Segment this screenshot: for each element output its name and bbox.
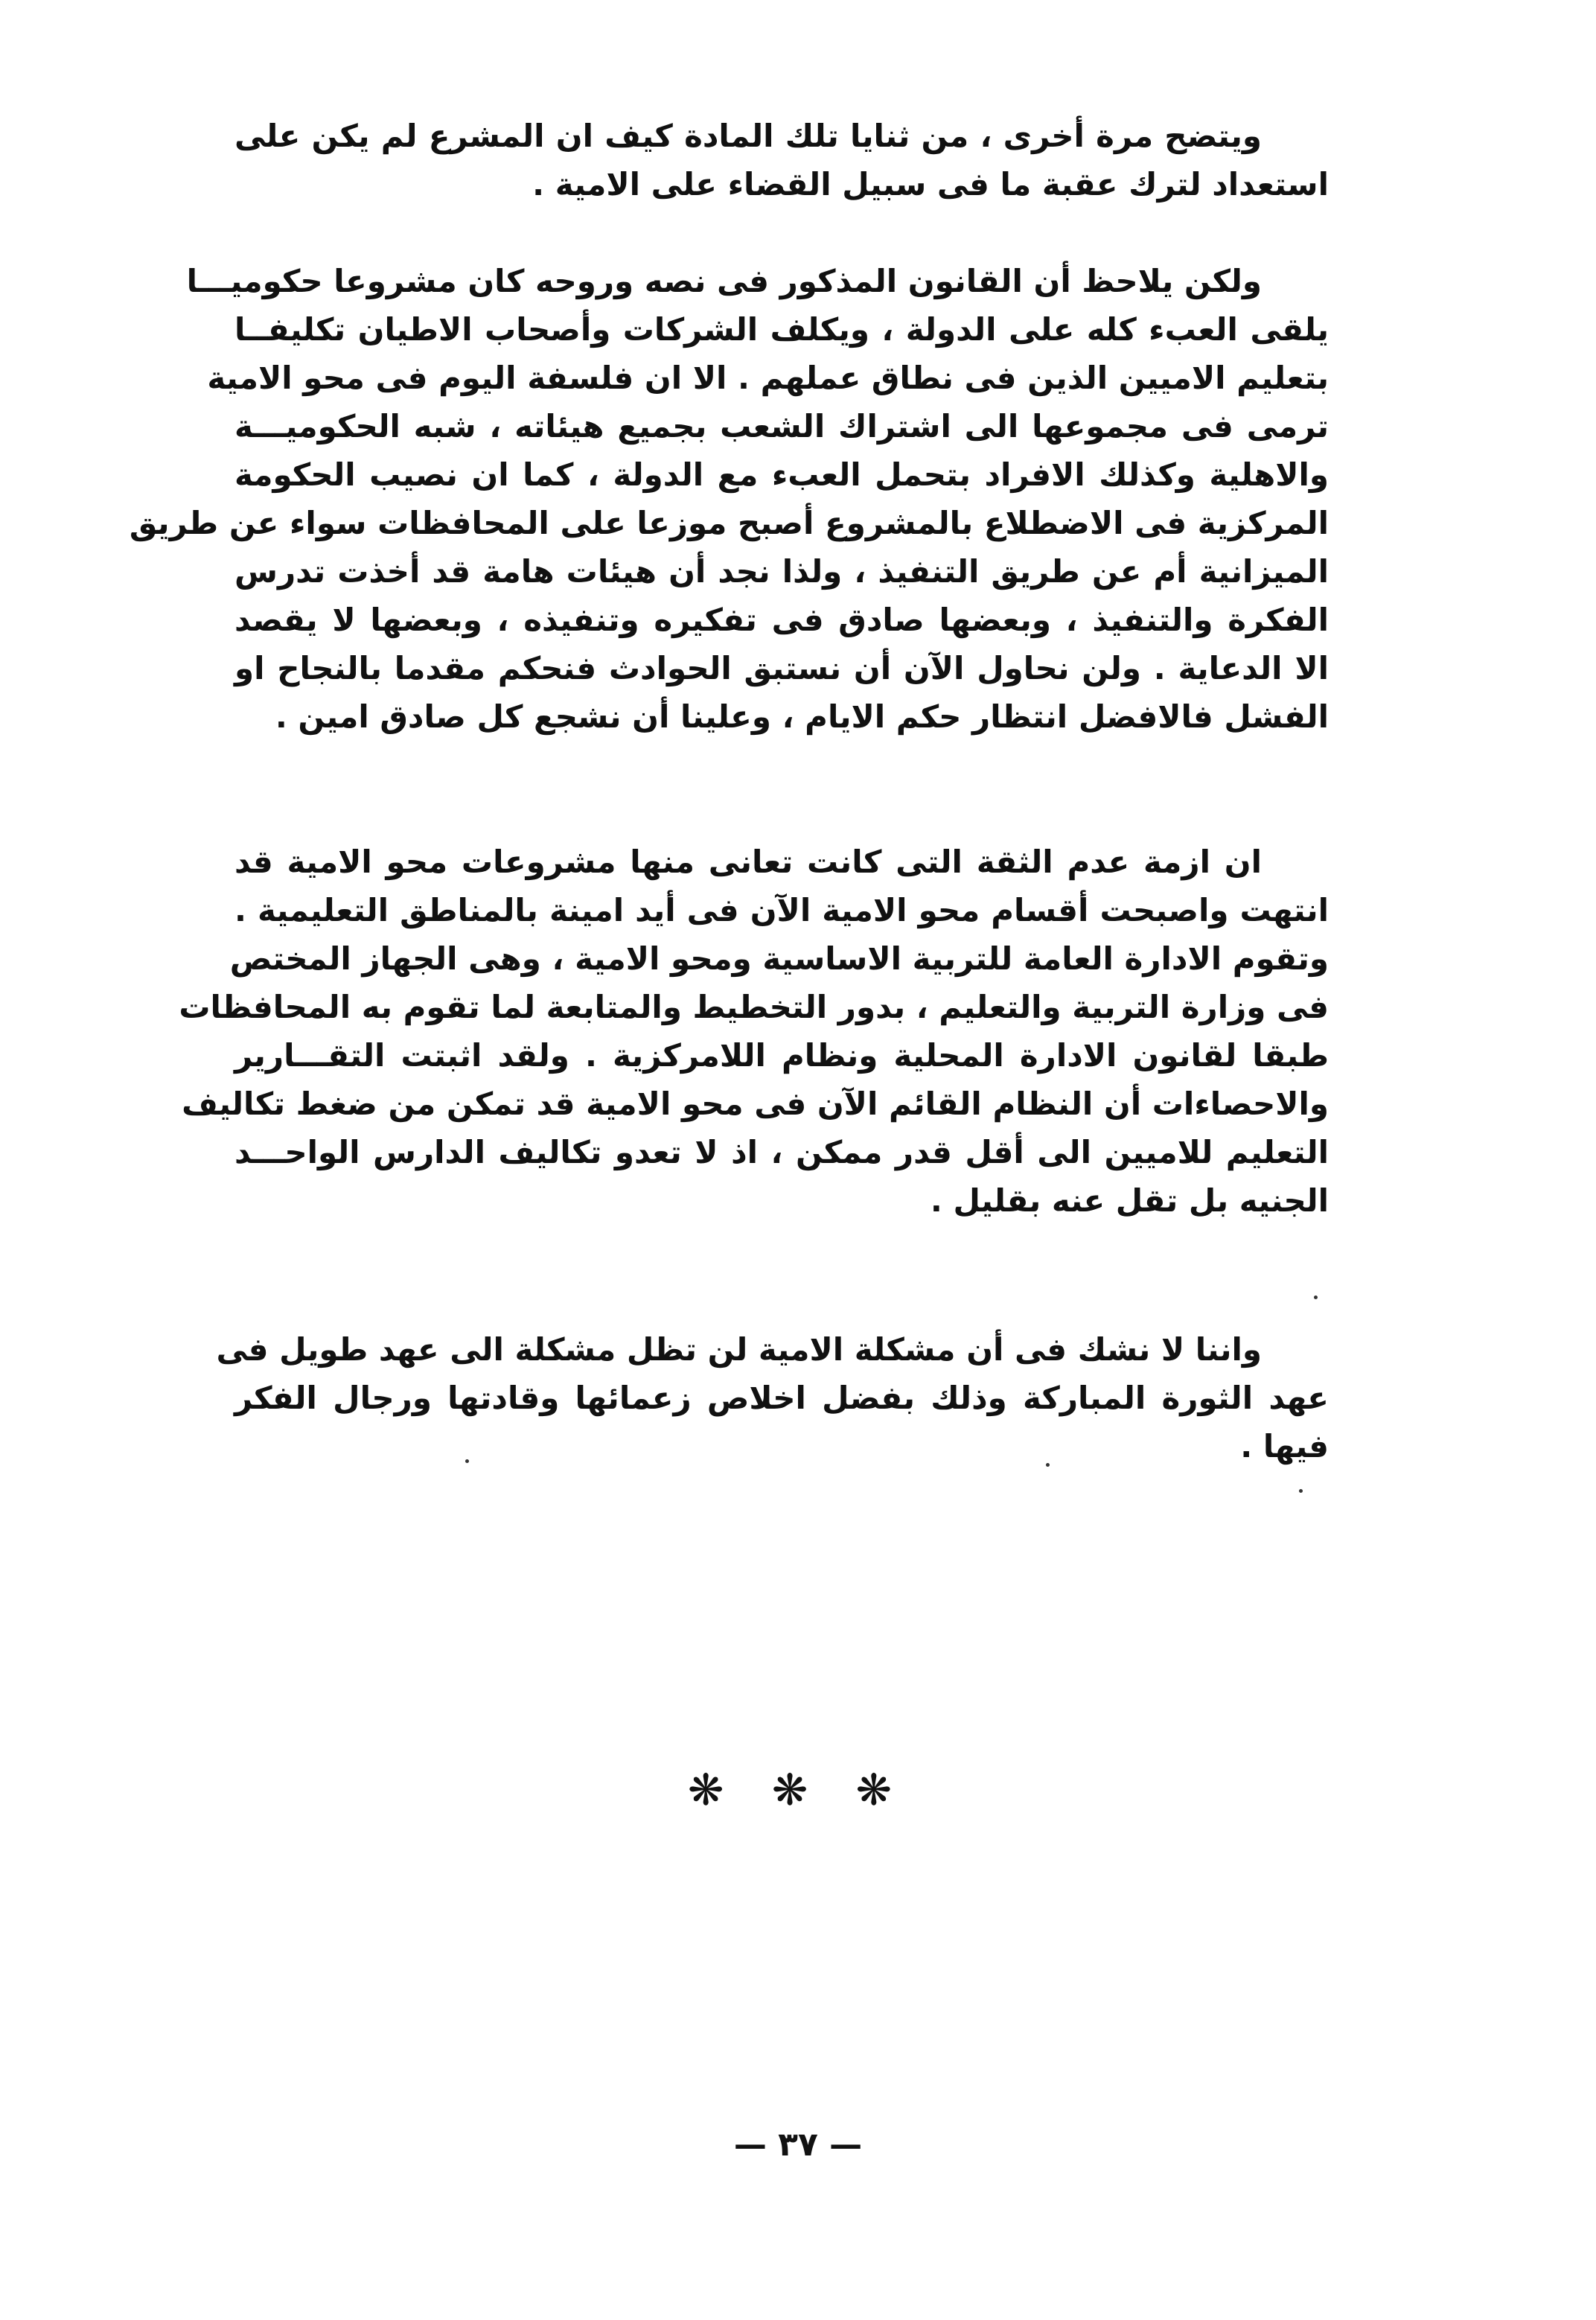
paragraph-line: والاحصاءات أن النظام القائم الآن فى محو الامية قد تمكن من ضغط تكاليف	[182, 1086, 1329, 1122]
scan-speck	[465, 1459, 469, 1463]
paragraph-line: فى وزارة التربية والتعليم ، بدور التخطيط والمتابعة لما تقوم به المحافظات	[179, 989, 1329, 1025]
paragraph-line: يلقى العبء كله على الدولة ، ويكلف الشركات وأصحاب الاطيان تكليفــا	[234, 311, 1329, 348]
paragraph-line: فيها .	[1240, 1428, 1329, 1465]
paragraph-line: الجنيه بل تقل عنه بقليل .	[930, 1182, 1329, 1219]
paragraph-line: المركزية فى الاضطلاع بالمشروع أصبح موزعا على المحافظات سواء عن طريق	[129, 505, 1329, 541]
paragraph-4	[216, 1325, 1329, 1470]
paragraph-line: طبقا لقانون الادارة المحلية ونظام اللامركزية . ولقد اثبتت التقـــارير	[234, 1037, 1329, 1074]
paragraph-2	[129, 257, 1329, 741]
paragraph-line: الفكرة والتنفيذ ، وبعضها صادق فى تفكيره وتنفيذه ، وبعضها لا يقصد	[234, 602, 1329, 638]
paragraph-line: ويتضح مرة أخرى ، من ثنايا تلك المادة كيف ان المشرع لم يكن على	[234, 118, 1262, 154]
page-number: — ٣٧ —	[733, 2126, 863, 2164]
paragraph-line: عهد الثورة المباركة وذلك بفضل اخلاص زعمائها وقادتها ورجال الفكر	[234, 1380, 1329, 1416]
paragraph-line: ترمى فى مجموعها الى اشتراك الشعب بجميع هيئاته ، شبه الحكوميـــة	[234, 408, 1329, 444]
paragraph-line: ولكن يلاحظ أن القانون المذكور فى نصه وروحه كان مشروعا حكوميـــا	[186, 263, 1262, 299]
paragraph-1	[234, 112, 1329, 208]
paragraph-line: الفشل فالافضل انتظار حكم الايام ، وعلينا أن نشجع كل صادق امين .	[275, 698, 1329, 735]
paragraph-line: بتعليم الاميين الذين فى نطاق عملهم . الا ان فلسفة اليوم فى محو الامية	[207, 360, 1329, 396]
paragraph-line: التعليم للاميين الى أقل قدر ممكن ، اذ لا تعدو تكاليف الدارس الواحـــد	[234, 1134, 1329, 1170]
paragraph-line: ان ازمة عدم الثقة التى كانت تعانى منها مشروعات محو الامية قد	[234, 844, 1262, 880]
paragraph-line: واننا لا نشك فى أن مشكلة الامية لن تظل مشكلة الى عهد طويل فى	[216, 1331, 1262, 1368]
paragraph-line: والاهلية وكذلك الافراد بتحمل العبء مع الدولة ، كما ان نصيب الحكومة	[234, 456, 1329, 493]
paragraph-line: وتقوم الادارة العامة للتربية الاساسية ومحو الامية ، وهى الجهاز المختص	[229, 940, 1329, 977]
paragraph-3	[179, 838, 1329, 1225]
scan-speck	[1299, 1489, 1303, 1493]
paragraph-line: الا الدعاية . ولن نحاول الآن أن نستبق الحوادث فنحكم مقدما بالنجاح او	[234, 650, 1329, 686]
scan-speck	[1046, 1463, 1050, 1467]
paragraph-line: الميزانية أم عن طريق التنفيذ ، ولذا نجد أن هيئات هامة قد أخذت تدرس	[234, 553, 1329, 590]
paragraph-line: انتهت واصبحت أقسام محو الامية الآن فى أيد امينة بالمناطق التعليمية .	[234, 892, 1329, 928]
scan-speck	[1314, 1296, 1318, 1299]
section-ornament: ❋ ❋ ❋	[687, 1765, 909, 1815]
paragraph-line: استعداد لترك عقبة ما فى سبيل القضاء على الامية .	[532, 166, 1329, 203]
